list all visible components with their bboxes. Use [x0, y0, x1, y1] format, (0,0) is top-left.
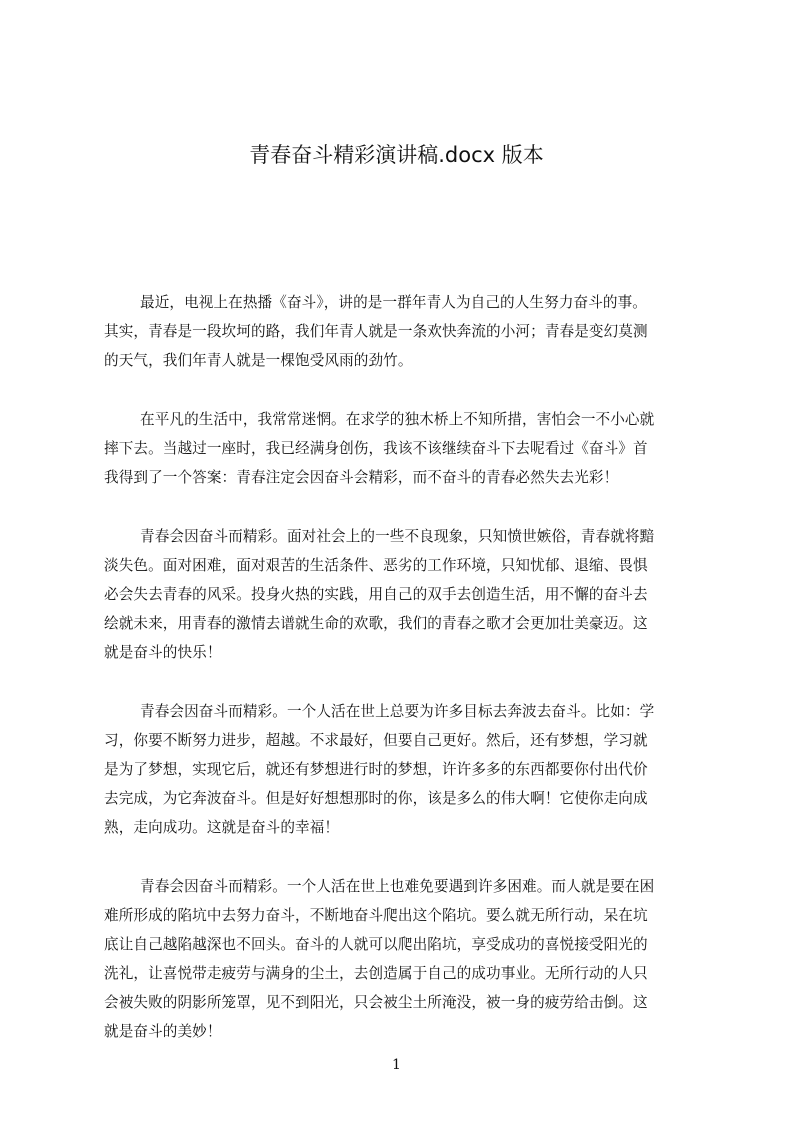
text-line: 底让自己越陷越深也不回头。奋斗的人就可以爬出陷坑，享受成功的喜悦接受阳光的 [104, 936, 648, 953]
text-line: 在平凡的生活中，我常常迷惘。在求学的独木桥上不知所措，害怕会一不小心就 [140, 411, 655, 428]
text-line: 摔下去。当越过一座时，我已经满身创伤，我该不该继续奋斗下去呢看过《奋斗》首 [104, 440, 648, 457]
text-line: 的天气，我们年青人就是一棵饱受风雨的劲竹。 [104, 352, 413, 369]
text-line: 难所形成的陷坑中去努力奋斗，不断地奋斗爬出这个陷坑。要么就无所行动，呆在坑 [104, 907, 648, 924]
text-line: 是为了梦想，实现它后，就还有梦想进行时的梦想，许许多多的东西都要你付出代价 [104, 761, 648, 778]
text-line: 必会失去青春的风采。投身火热的实践，用自己的双手去创造生活，用不懈的奋斗去 [104, 586, 648, 603]
paragraph [104, 405, 700, 492]
document-title: 青春奋斗精彩演讲稿.docx 版本 [249, 143, 544, 167]
text-line: 青春会因奋斗而精彩。一个人活在世上也难免要遇到许多困难。而人就是要在困 [140, 878, 655, 895]
text-line: 青春会因奋斗而精彩。一个人活在世上总要为许多目标去奔波去奋斗。比如：学 [140, 703, 655, 720]
text-line: 最近，电视上在热播《奋斗》，讲的是一群年青人为自己的人生努力奋斗的事。 [140, 294, 647, 311]
paragraph [104, 872, 700, 1046]
paragraph [104, 697, 700, 842]
text-line: 去完成，为它奔波奋斗。但是好好想想那时的你，该是多么的伟大啊！它使你走向成 [104, 790, 648, 807]
text-line: 就是奋斗的快乐！ [104, 644, 222, 661]
page-number: 1 [392, 1057, 401, 1073]
text-line: 其实，青春是一段坎坷的路，我们年青人就是一条欢快奔流的小河；青春是变幻莫测 [104, 323, 648, 340]
paragraph [104, 522, 700, 667]
text-line: 就是奋斗的美妙！ [104, 1023, 222, 1040]
text-line: 绘就未来，用青春的激情去谱就生命的欢歌，我们的青春之歌才会更加壮美豪迈。这 [104, 615, 648, 632]
text-line: 我得到了一个答案：青春注定会因奋斗会精彩，而不奋斗的青春必然失去光彩！ [104, 469, 619, 486]
text-line: 熟，走向成功。这就是奋斗的幸福！ [104, 819, 340, 836]
paragraph [104, 288, 700, 375]
document-body [104, 288, 700, 1076]
text-line: 洗礼，让喜悦带走疲劳与满身的尘土，去创造属于自己的成功事业。无所行动的人只 [104, 965, 648, 982]
text-line: 青春会因奋斗而精彩。面对社会上的一些不良现象，只知愤世嫉俗，青春就将黯 [140, 528, 655, 545]
text-line: 淡失色。面对困难，面对艰苦的生活条件、恶劣的工作环境，只知忧郁、退缩、畏惧 [104, 557, 648, 574]
text-line: 会被失败的阴影所笼罩，见不到阳光，只会被尘土所淹没，被一身的疲劳给击倒。这 [104, 994, 648, 1011]
text-line: 习，你要不断努力进步，超越。不求最好，但要自己更好。然后，还有梦想，学习就 [104, 732, 648, 749]
